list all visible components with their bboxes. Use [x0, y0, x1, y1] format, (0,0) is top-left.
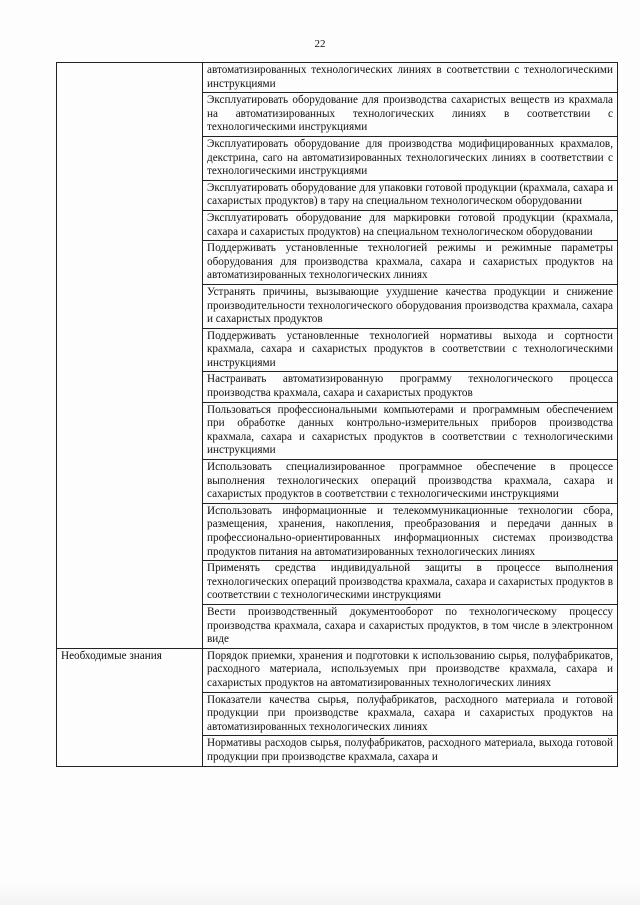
- table-cell: Вести производственный документооборот по технологическому процессу производства крахмала, сахара и сахаристых продуктов, в том числе в электронном виде: [203, 604, 618, 648]
- table-cell: Устранять причины, вызывающие ухудшение качества продукции и снижение производительности технологического оборудования производства крахмала, сахара и сахаристых продуктов: [203, 284, 618, 328]
- skills-label-cell: [57, 63, 203, 649]
- page-number: 22: [314, 38, 326, 50]
- table-row: [57, 63, 618, 93]
- table-cell: Эксплуатировать оборудование для производства сахаристых веществ из крахмала на автоматизированных технологических линиях в соответствии с технологическими инструкциями: [203, 93, 618, 137]
- table-cell: Использовать специализированное программное обеспечение в процессе выполнения технологических операций производства крахмала, сахара и сахаристых продуктов в соответствии с технологическими инструкциями: [203, 460, 618, 504]
- table-cell: Настраивать автоматизированную программу технологического процесса производства крахмала, сахара и сахаристых продуктов: [203, 372, 618, 402]
- table-cell: Пользоваться профессиональными компьютерами и программным обеспечением при обработке данных контрольно-измерительных приборов производства крахмала, сахара и сахаристых продуктов в соответствии с технологическими инструкциями: [203, 402, 618, 459]
- table-cell: Использовать информационные и телекоммуникационные технологии сбора, размещения, хранения, накопления, преобразования и передачи данных в профессионально-ориентированных информационных системах производства продуктов питания на автоматизированных технологических линиях: [203, 503, 618, 560]
- table-cell: Нормативы расходов сырья, полуфабрикатов, расходного материала, выхода готовой продукции при производстве крахмала, сахара и: [203, 736, 618, 766]
- competency-table: [56, 62, 618, 767]
- table-cell: Показатели качества сырья, полуфабрикатов, расходного материала и готовой продукции при производстве крахмала, сахара и сахаристых продуктов на автоматизированных технологических линиях: [203, 692, 618, 736]
- table-cell: автоматизированных технологических линиях в соответствии с технологическими инструкциями: [203, 63, 618, 93]
- table-row: [57, 648, 618, 692]
- table-cell: Поддерживать установленные технологией нормативы выхода и сортности крахмала, сахара и сахаристых продуктов в соответствии с технологическими инструкциями: [203, 328, 618, 372]
- table-cell: Порядок приемки, хранения и подготовки к использованию сырья, полуфабрикатов, расходного материала, используемых при производстве крахмала, сахара и сахаристых продуктов на автоматизированных технологических линиях: [203, 648, 618, 692]
- table-cell: Применять средства индивидуальной защиты в процессе выполнения технологических операций производства крахмала, сахара и сахаристых продуктов в соответствии с технологическими инструкциями: [203, 561, 618, 605]
- table-cell: Поддерживать установленные технологией режимы и режимные параметры оборудования для производства крахмала, сахара и сахаристых продуктов на автоматизированных технологических линиях: [203, 241, 618, 285]
- table-cell: Эксплуатировать оборудование для производства модифицированных крахмалов, декстрина, саго на автоматизированных технологических линиях в соответствии с технологическими инструкциями: [203, 136, 618, 180]
- knowledge-label-cell: Необходимые знания: [57, 648, 203, 766]
- table-cell: Эксплуатировать оборудование для упаковки готовой продукции (крахмала, сахара и сахаристых продуктов) в тару на специальном технологическом оборудовании: [203, 180, 618, 210]
- page-bottom-edge: [0, 884, 640, 905]
- table-cell: Эксплуатировать оборудование для маркировки готовой продукции (крахмала, сахара и сахаристых продуктов) на специальном технологическом оборудовании: [203, 210, 618, 240]
